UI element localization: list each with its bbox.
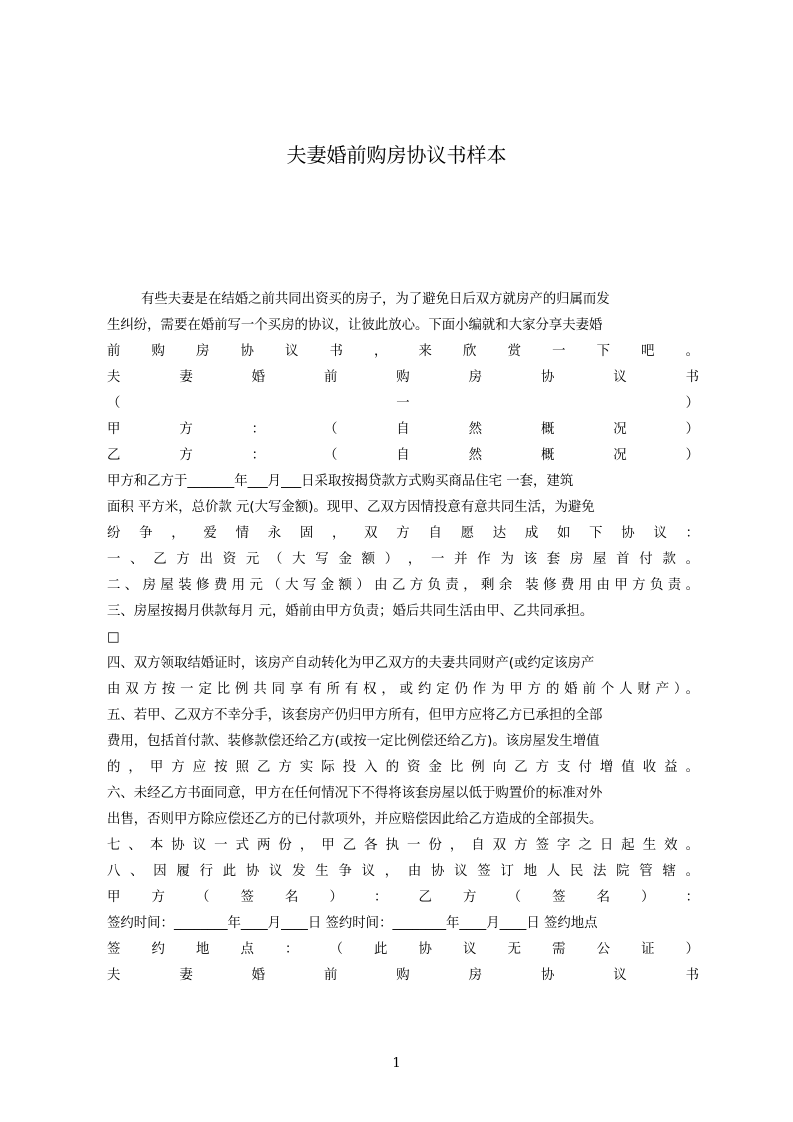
body-line: 甲方和乙方于_______年___月___日采取按揭贷款方式购买商品住宅 一套，建筑	[107, 474, 574, 489]
page-number: 1	[392, 1056, 401, 1071]
body-line: 有些夫妻是在结婚之前共同出资买的房子，为了避免日后双方就房产的归属而发	[141, 292, 610, 307]
body-line: 由双方按一定比例共同享有所有权，或约定仍作为甲方的婚前个人财产）。	[107, 682, 699, 697]
body-line: 三、房屋按揭月供款每月 元，婚前由甲方负责；婚后共同生活由甲、乙共同承担。	[107, 604, 594, 619]
body-line: 甲 方 ： （ 自 然 概 况 ）	[107, 422, 699, 437]
document-body	[107, 287, 699, 989]
body-line: 夫 妻 婚 前 购 房 协 议 书	[107, 370, 699, 385]
checkbox-glyph: □	[107, 630, 120, 645]
body-line: 乙 方 ： （ 自 然 概 况 ）	[107, 448, 699, 463]
signature-line: 甲 方 （ 签 名 ） ： 乙 方 （ 签 名 ） ：	[107, 890, 699, 905]
body-line: 四、双方领取结婚证时，该房产自动转化为甲乙双方的夫妻共同财产(或约定该房产	[107, 656, 595, 671]
body-line: 八 、 因 履 行 此 协 议 发 生 争 议 ， 由 协 议 签 订 地 人 民 法 院 管 辖 。	[107, 864, 699, 879]
body-line: 前 购 房 协 议 书 ， 来 欣 赏 一 下 吧 。	[107, 344, 699, 359]
body-line: 纷 争 ， 爱 情 永 固 ， 双 方 自 愿 达 成 如 下 协 议 ：	[107, 526, 699, 541]
body-line: 一 、 乙 方 出 资 元 （ 大 写 金 额 ） ， 一 并 作 为 该 套 房 屋 首 付 款 。	[107, 552, 699, 567]
signing-place-line: 签 约 地 点 ： （ 此 协 议 无 需 公 证 ）	[107, 942, 699, 957]
body-line: 六、未经乙方书面同意，甲方在任何情况下不得将该套房屋以低于购置价的标准对外	[107, 786, 603, 801]
body-line: （ 一 ）	[107, 396, 699, 411]
body-line: 面积 平方米，总价款 元(大写金额)。现甲、乙双方因情投意有意共同生活，为避免	[107, 500, 595, 515]
document-title: 夫妻婚前购房协议书样本	[286, 143, 507, 167]
body-line: 二、房屋装修费用元（大写金额）由乙方负责，剩余 装修费用由甲方负责。	[107, 578, 699, 593]
body-line: 出售，否则甲方除应偿还乙方的已付款项外，并应赔偿因此给乙方造成的全部损失。	[107, 812, 603, 827]
body-line: 的 ， 甲 方 应 按 照 乙 方 实 际 投 入 的 资 金 比 例 向 乙 方 支 付 增 值 收 益 。	[107, 760, 699, 775]
body-line: 生纠纷，需要在婚前写一个买房的协议，让彼此放心。下面小编就和大家分享夫妻婚	[107, 318, 603, 333]
body-line: 五、若甲、乙双方不幸分手，该套房产仍归甲方所有，但甲方应将乙方已承担的全部	[107, 708, 603, 723]
body-line: 七 、 本 协 议 一 式 两 份 ， 甲 乙 各 执 一 份 ， 自 双 方 签 字 之 日 起 生 效 。	[107, 838, 699, 853]
body-line: 费用，包括首付款、装修款偿还给乙方(或按一定比例偿还给乙方)。该房屋发生增值	[107, 734, 600, 749]
body-line: 夫 妻 婚 前 购 房 协 议 书	[107, 968, 699, 983]
signing-date-line: 签约时间：________年____月____日 签约时间：________年____月____日 签约地点	[107, 916, 598, 931]
